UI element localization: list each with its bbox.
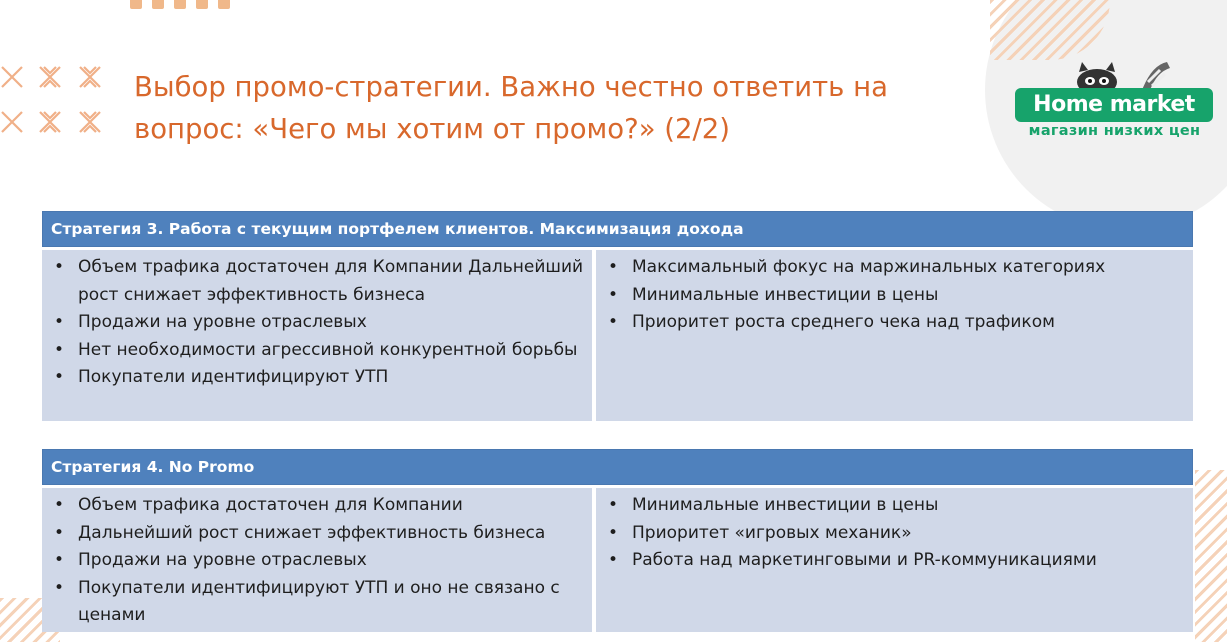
list-item: • Покупатели идентифицируют УТП: [50, 364, 584, 392]
list-item: • Работа над маркетинговыми и PR-коммуникациями: [604, 547, 1185, 575]
slide-title: Выбор промо-стратегии. Важно честно ответить на вопрос: «Чего мы хотим от промо?» (2/2): [134, 71, 888, 145]
decorative-stripes: [1195, 470, 1227, 642]
decorative-dots: [130, 0, 270, 6]
list-item: • Объем трафика достаточен для Компании: [50, 492, 584, 520]
logo-name: Home market: [1015, 88, 1213, 122]
list-item: • Приоритет роста среднего чека над трафиком: [604, 309, 1185, 337]
strategy-3-table: [42, 211, 1193, 421]
strategy-4-table: [42, 449, 1193, 632]
list-item: • Минимальные инвестиции в цены: [604, 492, 1185, 520]
list-item: • Приоритет «игровых механик»: [604, 520, 1185, 548]
list-item: • Дальнейший рост снижает эффективность бизнеса: [50, 520, 584, 548]
home-market-logo: [1012, 60, 1217, 145]
decorative-x-marks-icon: [0, 60, 115, 145]
list-item: • Покупатели идентифицируют УТП и оно не связано с ценами: [50, 575, 584, 630]
list-item: • Продажи на уровне отраслевых: [50, 547, 584, 575]
list-item: • Максимальный фокус на маржинальных категориях: [604, 254, 1185, 282]
list-item: • Нет необходимости агрессивной конкурентной борьбы: [50, 337, 584, 365]
logo-tagline: магазин низких цен: [1028, 123, 1201, 139]
strategy-actions: [596, 250, 1193, 421]
strategy-conditions: [42, 250, 592, 421]
list-item: • Объем трафика достаточен для Компании Дальнейший рост снижает эффективность бизнеса: [50, 254, 584, 309]
list-item: • Продажи на уровне отраслевых: [50, 309, 584, 337]
list-item: • Минимальные инвестиции в цены: [604, 282, 1185, 310]
strategy-conditions: [42, 488, 592, 632]
strategy-header: Стратегия 4. No Promo: [42, 449, 1193, 485]
strategy-actions: [596, 488, 1193, 632]
strategy-header: Стратегия 3. Работа с текущим портфелем клиентов. Максимизация дохода: [42, 211, 1193, 247]
